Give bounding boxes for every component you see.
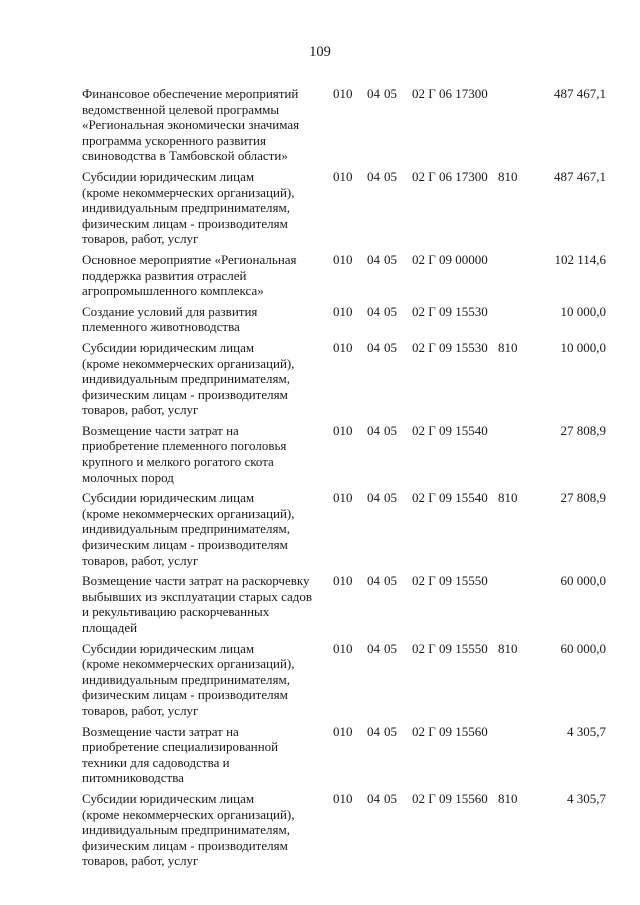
ved-code: 010 (333, 723, 353, 739)
ved-code: 010 (333, 251, 353, 267)
row-description (82, 573, 320, 635)
section-code: 04 (367, 573, 380, 589)
table-row (0, 86, 640, 164)
subsection-code: 05 (384, 168, 397, 184)
description-line: Субсидии юридическим лицам (82, 640, 255, 656)
expense-type-code: 810 (498, 640, 518, 656)
target-article-code: 02 Г 09 15540 (412, 490, 488, 506)
ved-code: 010 (333, 490, 353, 506)
subsection-code: 05 (384, 573, 397, 589)
description-line: «Региональная экономически значимая (82, 117, 300, 133)
row-description (82, 169, 320, 247)
description-line: физическим лицам - производителям (82, 537, 288, 553)
ved-code: 010 (333, 573, 353, 589)
subsection-code: 05 (384, 490, 397, 506)
ved-code: 010 (333, 640, 353, 656)
table-row (0, 340, 640, 418)
subsection-code: 05 (384, 640, 397, 656)
ved-code: 010 (333, 168, 353, 184)
expense-type-code: 810 (498, 790, 518, 806)
section-code: 04 (367, 790, 380, 806)
ved-code: 010 (333, 86, 353, 101)
description-line: агропромышленного комплекса» (82, 283, 264, 299)
target-article-code: 02 Г 09 15540 (412, 422, 488, 438)
amount: 4 305,7 (567, 790, 606, 806)
description-line: поддержка развития отраслей (82, 267, 247, 283)
section-code: 04 (367, 422, 380, 438)
row-description (82, 252, 320, 299)
row-description (82, 423, 320, 485)
ved-code: 010 (333, 790, 353, 806)
description-line: товаров, работ, услуг (82, 853, 199, 869)
description-line: Субсидии юридическим лицам (82, 168, 255, 184)
amount: 60 000,0 (560, 573, 606, 589)
description-line: товаров, работ, услуг (82, 402, 199, 418)
target-article-code: 02 Г 09 15550 (412, 640, 488, 656)
description-line: Возмещение части затрат на раскорчевку (82, 573, 310, 589)
amount: 4 305,7 (567, 723, 606, 739)
amount: 102 114,6 (554, 251, 606, 267)
row-description (82, 86, 320, 164)
description-line: приобретение племенного поголовья (82, 438, 287, 454)
description-line: Субсидии юридическим лицам (82, 790, 255, 806)
description-line: и рекультивацию раскорчеванных (82, 604, 270, 620)
description-line: выбывших из эксплуатации старых садов (82, 588, 313, 604)
description-line: (кроме некоммерческих организаций), (82, 355, 295, 371)
table-row (0, 724, 640, 786)
description-line: Основное мероприятие «Региональная (82, 251, 297, 267)
amount: 487 467,1 (554, 86, 606, 101)
table-row (0, 490, 640, 568)
description-line: товаров, работ, услуг (82, 552, 199, 568)
table-row (0, 423, 640, 485)
ved-code: 010 (333, 422, 353, 438)
subsection-code: 05 (384, 790, 397, 806)
row-description (82, 641, 320, 719)
description-line: индивидуальным предпринимателям, (82, 671, 290, 687)
subsection-code: 05 (384, 86, 397, 101)
target-article-code: 02 Г 09 15530 (412, 339, 488, 355)
section-code: 04 (367, 86, 380, 101)
description-line: индивидуальным предпринимателям, (82, 200, 290, 216)
description-line: свиноводства в Тамбовской области» (82, 148, 288, 164)
description-line: Возмещение части затрат на (82, 723, 239, 739)
subsection-code: 05 (384, 723, 397, 739)
description-line: приобретение специализированной (82, 739, 279, 755)
description-line: программа ускоренного развития (82, 132, 266, 148)
row-description (82, 304, 320, 335)
table-row (0, 641, 640, 719)
table-row (0, 791, 640, 869)
description-line: (кроме некоммерческих организаций), (82, 505, 295, 521)
description-line: товаров, работ, услуг (82, 231, 199, 247)
section-code: 04 (367, 640, 380, 656)
description-line: индивидуальным предпринимателям, (82, 521, 290, 537)
section-code: 04 (367, 303, 380, 319)
description-line: племенного животноводства (82, 319, 240, 335)
row-description (82, 490, 320, 568)
description-line: Возмещение части затрат на (82, 422, 239, 438)
amount: 10 000,0 (560, 339, 606, 355)
target-article-code: 02 Г 06 17300 (412, 86, 488, 101)
subsection-code: 05 (384, 251, 397, 267)
target-article-code: 02 Г 09 15560 (412, 790, 488, 806)
subsection-code: 05 (384, 303, 397, 319)
amount: 27 808,9 (560, 490, 606, 506)
page-number: 109 (309, 44, 331, 60)
target-article-code: 02 Г 09 15560 (412, 723, 488, 739)
description-line: площадей (82, 620, 138, 635)
target-article-code: 02 Г 09 15550 (412, 573, 488, 589)
description-line: физическим лицам - производителям (82, 837, 288, 853)
description-line: товаров, работ, услуг (82, 702, 199, 718)
section-code: 04 (367, 251, 380, 267)
description-line: молочных пород (82, 469, 174, 485)
description-line: питомниководства (82, 770, 184, 786)
ved-code: 010 (333, 339, 353, 355)
section-code: 04 (367, 168, 380, 184)
row-description (82, 340, 320, 418)
amount: 27 808,9 (560, 422, 606, 438)
description-line: ведомственной целевой программы (82, 101, 280, 117)
description-line: техники для садоводства и (82, 754, 230, 770)
section-code: 04 (367, 723, 380, 739)
table-row (0, 169, 640, 247)
section-code: 04 (367, 339, 380, 355)
target-article-code: 02 Г 09 00000 (412, 251, 488, 267)
expense-type-code: 810 (498, 490, 518, 506)
subsection-code: 05 (384, 422, 397, 438)
description-line: физическим лицам - производителям (82, 386, 288, 402)
description-line: Субсидии юридическим лицам (82, 339, 255, 355)
amount: 60 000,0 (560, 640, 606, 656)
description-line: физическим лицам - производителям (82, 215, 288, 231)
expense-type-code: 810 (498, 339, 518, 355)
target-article-code: 02 Г 09 15530 (412, 303, 488, 319)
subsection-code: 05 (384, 339, 397, 355)
description-line: физическим лицам - производителям (82, 687, 288, 703)
amount: 487 467,1 (554, 168, 606, 184)
description-line: индивидуальным предпринимателям, (82, 371, 290, 387)
amount: 10 000,0 (560, 303, 606, 319)
target-article-code: 02 Г 06 17300 (412, 168, 488, 184)
section-code: 04 (367, 490, 380, 506)
description-line: Финансовое обеспечение мероприятий (82, 86, 299, 101)
description-line: крупного и мелкого рогатого скота (82, 454, 274, 470)
description-line: Субсидии юридическим лицам (82, 490, 255, 506)
table-row (0, 252, 640, 299)
description-line: (кроме некоммерческих организаций), (82, 806, 295, 822)
expense-type-code: 810 (498, 168, 518, 184)
row-description (82, 791, 320, 869)
table-row (0, 573, 640, 635)
description-line: Создание условий для развития (82, 303, 258, 319)
description-line: (кроме некоммерческих организаций), (82, 656, 295, 672)
description-line: (кроме некоммерческих организаций), (82, 184, 295, 200)
ved-code: 010 (333, 303, 353, 319)
description-line: индивидуальным предпринимателям, (82, 822, 290, 838)
table-row (0, 304, 640, 335)
row-description (82, 724, 320, 786)
budget-table (0, 86, 640, 874)
